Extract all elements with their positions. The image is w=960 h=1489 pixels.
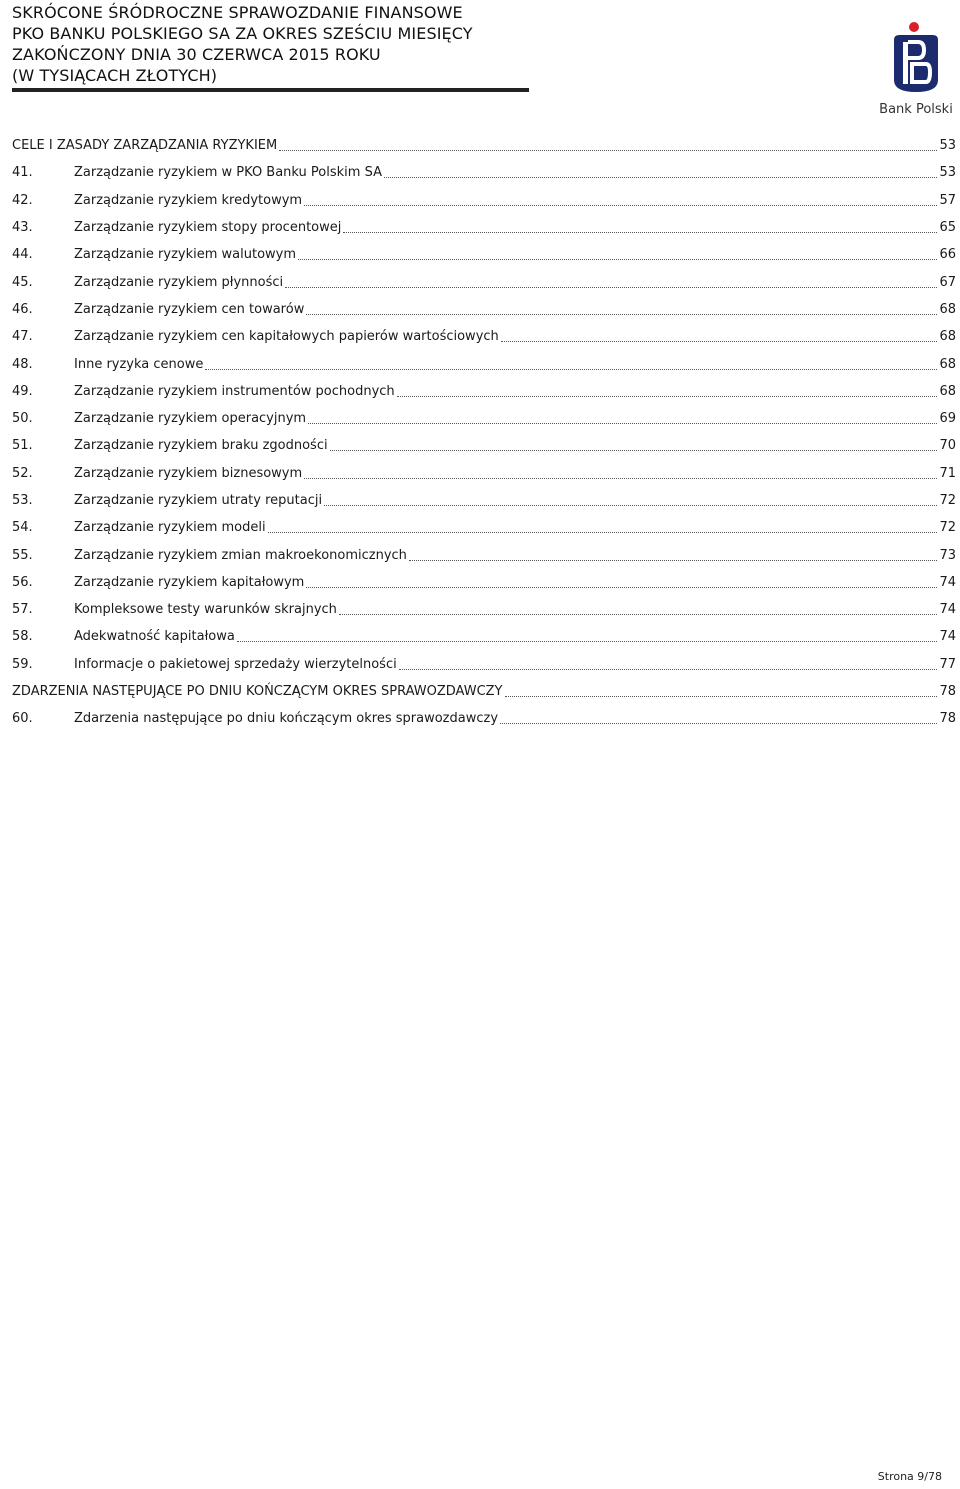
toc-entry-number: 55. <box>12 547 33 563</box>
toc-dot-leader <box>501 340 938 342</box>
toc-entry-title: CELE I ZASADY ZARZĄDZANIA RYZYKIEM <box>12 138 278 154</box>
toc-entry-page: 73 <box>939 547 956 563</box>
toc-entry-page: 65 <box>939 220 956 236</box>
toc-entry-page: 66 <box>939 247 956 263</box>
toc-entry-number: 53. <box>12 493 33 508</box>
toc-entry[interactable] <box>12 405 956 432</box>
toc-entry-title: Zarządzanie ryzykiem braku zgodności <box>74 438 328 454</box>
toc-entry-number: 52. <box>12 465 33 481</box>
toc-entry-title: Informacje o pakietowej sprzedaży wierzytelności <box>74 656 397 672</box>
toc-dot-leader <box>324 504 937 506</box>
toc-entry-number: 51. <box>12 438 33 454</box>
toc-entry-title: Inne ryzyka cenowe <box>74 356 204 372</box>
toc-entry-number: 47. <box>12 329 33 345</box>
toc-entry-number: 58. <box>12 629 33 645</box>
toc-section-heading[interactable] <box>12 132 956 159</box>
page-number: Strona 9/78 <box>877 1470 942 1483</box>
toc-entry-title: Zarządzanie ryzykiem cen towarów <box>74 301 305 317</box>
toc-entry-page: 67 <box>939 274 956 290</box>
toc-dot-leader <box>384 176 937 178</box>
toc-dot-leader <box>343 231 937 233</box>
toc-entry[interactable] <box>12 268 956 295</box>
toc-entry-page: 78 <box>939 711 956 727</box>
toc-entry-number: 54. <box>12 520 33 536</box>
toc-entry[interactable] <box>12 323 956 350</box>
toc-entry[interactable] <box>12 296 956 323</box>
toc-entry-page: 69 <box>939 411 956 427</box>
toc-entry-number: 46. <box>12 301 33 317</box>
toc-dot-leader <box>409 559 938 561</box>
toc-dot-leader <box>306 586 937 588</box>
toc-entry-number: 49. <box>12 383 33 399</box>
toc-dot-leader <box>397 395 938 397</box>
toc-entry-number: 59. <box>12 656 33 672</box>
toc-dot-leader <box>298 258 937 260</box>
header-line-4: (W TYSIĄCACH ZŁOTYCH) <box>12 66 218 85</box>
toc-entry-page: 53 <box>939 165 956 181</box>
toc-entry-title: Zarządzanie ryzykiem walutowym <box>74 247 297 263</box>
toc-entry[interactable] <box>12 241 956 268</box>
toc-section-heading[interactable] <box>12 678 956 705</box>
toc-entry[interactable] <box>12 214 956 241</box>
toc-entry-page: 70 <box>939 438 956 454</box>
toc-entry[interactable] <box>12 705 956 732</box>
toc-dot-leader <box>304 204 937 206</box>
header-divider <box>12 88 529 92</box>
toc-entry-number: 44. <box>12 247 33 263</box>
toc-entry-title: Zarządzanie ryzykiem utraty reputacji <box>74 493 323 508</box>
toc-entry[interactable] <box>12 569 956 596</box>
toc-dot-leader <box>306 313 937 315</box>
pko-bank-polski-logo <box>878 20 954 120</box>
toc-entry-title: Adekwatność kapitałowa <box>74 629 235 645</box>
header-line-1: SKRÓCONE ŚRÓDROCZNE SPRAWOZDANIE FINANSOWE <box>12 3 463 22</box>
toc-entry[interactable] <box>12 651 956 678</box>
toc-entry-title: Zarządzanie ryzykiem płynności <box>74 274 284 290</box>
toc-entry-page: 77 <box>939 656 956 672</box>
toc-entry-title: Zdarzenia następujące po dniu kończącym okres sprawozdawczy <box>74 711 499 727</box>
toc-entry[interactable] <box>12 541 956 568</box>
toc-dot-leader <box>399 668 938 670</box>
toc-dot-leader <box>308 422 937 424</box>
toc-entry-title: Zarządzanie ryzykiem zmian makroekonomicznych <box>74 547 407 563</box>
toc-entry-page: 68 <box>939 301 956 317</box>
toc-entry-number: 41. <box>12 165 33 181</box>
toc-entry-title: Zarządzanie ryzykiem kredytowym <box>74 192 303 208</box>
toc-entry[interactable] <box>12 514 956 541</box>
toc-dot-leader <box>339 613 938 615</box>
toc-entry-page: 68 <box>939 329 956 345</box>
toc-entry[interactable] <box>12 487 956 514</box>
toc-entry-number: 48. <box>12 356 33 372</box>
report-header <box>12 2 528 86</box>
toc-dot-leader <box>330 449 938 451</box>
toc-entry-title: Zarządzanie ryzykiem stopy procentowej <box>74 220 342 236</box>
toc-entry[interactable] <box>12 432 956 459</box>
toc-entry-title: Zarządzanie ryzykiem kapitałowym <box>74 574 305 590</box>
toc-dot-leader <box>500 722 937 724</box>
logo-text: Bank Polski <box>879 102 953 117</box>
toc-entry-number: 57. <box>12 602 33 618</box>
pko-logo-icon <box>890 20 942 94</box>
toc-entry[interactable] <box>12 378 956 405</box>
toc-entry-number: 42. <box>12 192 33 208</box>
toc-dot-leader <box>285 286 937 288</box>
toc-entry-title: Zarządzanie ryzykiem operacyjnym <box>74 411 307 427</box>
toc-entry[interactable] <box>12 187 956 214</box>
toc-entry-title: Zarządzanie ryzykiem instrumentów pochodnych <box>74 383 395 399</box>
toc-entry-page: 74 <box>939 602 956 618</box>
toc-entry-number: 56. <box>12 574 33 590</box>
toc-dot-leader <box>505 695 938 697</box>
toc-dot-leader <box>237 640 938 642</box>
toc-entry-title: Zarządzanie ryzykiem biznesowym <box>74 465 303 481</box>
toc-entry-page: 74 <box>939 574 956 590</box>
toc-entry-number: 60. <box>12 711 33 727</box>
toc-entry[interactable] <box>12 596 956 623</box>
toc-entry-page: 68 <box>939 356 956 372</box>
toc-entry[interactable] <box>12 350 956 377</box>
toc-dot-leader <box>279 149 937 151</box>
toc-dot-leader <box>268 531 938 533</box>
toc-entry-page: 53 <box>939 138 956 154</box>
toc-entry-title: ZDARZENIA NASTĘPUJĄCE PO DNIU KOŃCZĄCYM OKRES SPRAWOZDAWCZY <box>12 684 503 700</box>
toc-entry-page: 68 <box>939 383 956 399</box>
toc-entry-page: 74 <box>939 629 956 645</box>
toc-entry-number: 45. <box>12 274 33 290</box>
toc-entry[interactable] <box>12 623 956 650</box>
toc-entry-title: Kompleksowe testy warunków skrajnych <box>74 602 337 618</box>
toc-entry-title: Zarządzanie ryzykiem modeli <box>74 520 266 536</box>
toc-dot-leader <box>304 477 937 479</box>
toc-entry[interactable] <box>12 460 956 487</box>
toc-entry-page: 78 <box>939 684 956 700</box>
header-line-2: PKO BANKU POLSKIEGO SA ZA OKRES SZEŚCIU MIESIĘCY <box>12 24 473 43</box>
toc-entry[interactable] <box>12 159 956 186</box>
toc-entry-page: 57 <box>939 192 956 208</box>
toc-entry-title: Zarządzanie ryzykiem w PKO Banku Polskim SA <box>74 165 382 181</box>
toc-entry-number: 50. <box>12 411 33 427</box>
toc-entry-page: 72 <box>939 493 956 508</box>
toc-dot-leader <box>205 368 937 370</box>
table-of-contents <box>12 132 956 733</box>
toc-entry-number: 43. <box>12 220 33 236</box>
toc-entry-title: Zarządzanie ryzykiem cen kapitałowych papierów wartościowych <box>74 329 499 345</box>
header-line-3: ZAKOŃCZONY DNIA 30 CZERWCA 2015 ROKU <box>12 45 381 64</box>
toc-entry-page: 71 <box>939 465 956 481</box>
toc-entry-page: 72 <box>939 520 956 536</box>
